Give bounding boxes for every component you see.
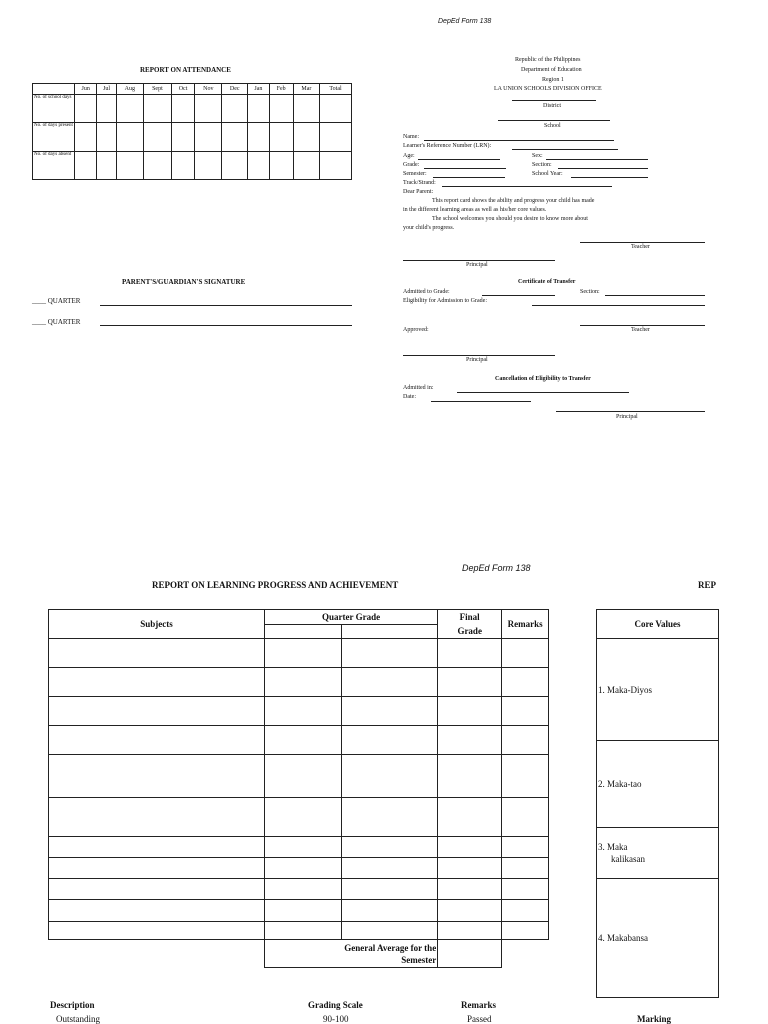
- region-text: Region 1: [542, 77, 564, 83]
- quarter-label: ____ QUARTER: [32, 318, 81, 326]
- grade-cell[interactable]: [342, 900, 438, 922]
- cancellation-principal-line[interactable]: [556, 411, 705, 412]
- core-value-label: kalikasan: [611, 854, 645, 864]
- subject-cell[interactable]: [49, 900, 265, 922]
- teacher-sign-line[interactable]: [580, 242, 705, 243]
- attendance-cell[interactable]: [75, 95, 97, 123]
- final-grade-cell[interactable]: [438, 879, 502, 900]
- rep-title: REP: [698, 580, 716, 590]
- core-value-cell: [597, 828, 719, 879]
- grade-cell[interactable]: [342, 668, 438, 697]
- form-title-top: DepEd Form 138: [438, 18, 492, 25]
- school-line[interactable]: [498, 120, 610, 121]
- final-grade-label-1: Final: [459, 612, 480, 622]
- school-year-line[interactable]: [571, 177, 648, 178]
- attendance-cell[interactable]: [320, 152, 352, 180]
- attendance-table: [32, 83, 352, 180]
- attendance-cell[interactable]: [143, 152, 171, 180]
- grade-cell[interactable]: [265, 837, 342, 858]
- cancellation-principal-label: Principal: [616, 414, 638, 420]
- final-grade-cell[interactable]: [438, 798, 502, 837]
- attendance-cell[interactable]: [171, 152, 194, 180]
- grade-cell[interactable]: [265, 922, 342, 940]
- admitted-line[interactable]: [482, 295, 555, 296]
- attendance-cell[interactable]: [320, 123, 352, 152]
- grade-cell[interactable]: [342, 879, 438, 900]
- attendance-cell[interactable]: [269, 95, 293, 123]
- final-grade-cell[interactable]: [438, 755, 502, 798]
- remarks-cell[interactable]: [502, 837, 549, 858]
- principal-label: Principal: [466, 262, 488, 268]
- grade-cell[interactable]: [265, 879, 342, 900]
- remarks-cell[interactable]: [502, 798, 549, 837]
- month-header: Jul: [97, 84, 116, 95]
- legend-description: Outstanding: [56, 1014, 100, 1024]
- attendance-cell[interactable]: [171, 95, 194, 123]
- final-grade-cell[interactable]: [438, 900, 502, 922]
- track-line[interactable]: [442, 186, 612, 187]
- track-label: Track/Strand:: [403, 180, 436, 186]
- core-values-table: [596, 609, 719, 998]
- section-line[interactable]: [558, 168, 648, 169]
- attendance-cell[interactable]: [222, 152, 248, 180]
- cancellation-title: Cancellation of Eligibility to Transfer: [495, 376, 591, 382]
- month-header: Dec: [222, 84, 248, 95]
- attendance-cell[interactable]: [269, 123, 293, 152]
- month-header: Oct: [171, 84, 194, 95]
- attendance-cell[interactable]: [75, 152, 97, 180]
- remarks-cell[interactable]: [502, 639, 549, 668]
- grade-cell[interactable]: [265, 798, 342, 837]
- core-value-label: 1. Maka-Diyos: [598, 684, 652, 695]
- grade-cell[interactable]: [265, 726, 342, 755]
- attendance-cell[interactable]: [293, 123, 319, 152]
- subject-cell[interactable]: [49, 639, 265, 668]
- core-value-cell: [597, 741, 719, 828]
- legend-description-header: Description: [50, 1000, 95, 1010]
- general-average-line-1: General Average for the: [344, 942, 437, 953]
- month-header: Sept: [143, 84, 171, 95]
- grade-cell[interactable]: [342, 755, 438, 798]
- grade-cell[interactable]: [342, 639, 438, 668]
- attendance-title: REPORT ON ATTENDANCE: [140, 66, 231, 74]
- remarks-header: Remarks: [502, 610, 549, 639]
- remarks-cell[interactable]: [502, 900, 549, 922]
- dear-parent: Dear Parent:: [403, 189, 434, 195]
- signature-line[interactable]: [100, 305, 352, 306]
- attendance-cell[interactable]: [116, 152, 143, 180]
- teacher-label: Teacher: [631, 244, 650, 250]
- month-header: Mar: [293, 84, 319, 95]
- subject-cell[interactable]: [49, 879, 265, 900]
- grade-cell[interactable]: [265, 900, 342, 922]
- quarter-label: ____ QUARTER: [32, 297, 81, 305]
- admitted-in-label: Admitted in:: [403, 385, 434, 391]
- eligibility-label: Eligibility for Admission to Grade:: [403, 298, 487, 304]
- final-grade-cell[interactable]: [438, 697, 502, 726]
- attendance-cell[interactable]: [75, 123, 97, 152]
- attendance-cell[interactable]: [248, 95, 270, 123]
- republic-text: Republic of the Philippines: [515, 57, 581, 63]
- final-grade-header: [438, 610, 502, 639]
- month-header: Total: [320, 84, 352, 95]
- grade-cell[interactable]: [342, 726, 438, 755]
- core-value-label: 2. Maka-tao: [598, 779, 642, 789]
- district-line[interactable]: [512, 100, 596, 101]
- remarks-cell[interactable]: [502, 858, 549, 879]
- attendance-cell[interactable]: [195, 152, 222, 180]
- subject-cell[interactable]: [49, 798, 265, 837]
- attendance-row-label: No. of days absent: [33, 152, 75, 180]
- remarks-cell[interactable]: [502, 879, 549, 900]
- core-values-header: Core Values: [597, 610, 719, 639]
- remarks-cell[interactable]: [502, 755, 549, 798]
- attendance-cell[interactable]: [143, 95, 171, 123]
- final-grade-cell[interactable]: [438, 922, 502, 940]
- remarks-cell[interactable]: [502, 726, 549, 755]
- subject-cell[interactable]: [49, 755, 265, 798]
- core-value-label: 4. Makabansa: [598, 933, 648, 943]
- attendance-cell[interactable]: [97, 123, 116, 152]
- semester-line[interactable]: [433, 177, 505, 178]
- spacer-cell: [502, 940, 549, 968]
- sex-line[interactable]: [546, 159, 648, 160]
- attendance-cell[interactable]: [116, 95, 143, 123]
- eligibility-line[interactable]: [532, 305, 705, 306]
- message-line: your child's progress.: [403, 225, 455, 231]
- month-header: Jun: [75, 84, 97, 95]
- message-line: The school welcomes you should you desire to know more about: [432, 216, 588, 222]
- final-grade-cell[interactable]: [438, 858, 502, 879]
- subject-cell[interactable]: [49, 858, 265, 879]
- final-grade-cell[interactable]: [438, 668, 502, 697]
- division-text: LA UNION SCHOOLS DIVISION OFFICE: [494, 86, 602, 92]
- final-grade-cell[interactable]: [438, 837, 502, 858]
- subjects-header: Subjects: [49, 610, 265, 639]
- admitted-label: Admitted to Grade:: [403, 289, 450, 295]
- attendance-row-label: No. of school days: [33, 95, 75, 123]
- month-header: Feb: [269, 84, 293, 95]
- attendance-cell[interactable]: [116, 123, 143, 152]
- legend-remarks: Passed: [467, 1014, 492, 1024]
- quarter-grade-header: Quarter Grade: [265, 610, 438, 625]
- transfer-teacher-line[interactable]: [580, 325, 705, 326]
- admitted-in-line[interactable]: [457, 392, 629, 393]
- core-value-cell: [597, 879, 719, 998]
- attendance-cell[interactable]: [195, 123, 222, 152]
- name-label: Name:: [403, 134, 419, 140]
- grade-cell[interactable]: [265, 697, 342, 726]
- legend-scale-header: Grading Scale: [308, 1000, 363, 1010]
- spacer-cell: [49, 940, 265, 968]
- signature-title: PARENT'S/GUARDIAN'S SIGNATURE: [122, 278, 246, 286]
- school-label: School: [544, 123, 561, 129]
- general-average-cell[interactable]: [438, 940, 502, 968]
- name-line[interactable]: [424, 140, 614, 141]
- grade-cell[interactable]: [265, 858, 342, 879]
- transfer-section-label: Section:: [580, 289, 600, 295]
- grade-cell[interactable]: [265, 668, 342, 697]
- final-grade-label-2: Grade: [457, 626, 482, 636]
- legend-scale: 90-100: [323, 1014, 349, 1024]
- final-grade-cell[interactable]: [438, 726, 502, 755]
- message-line: in the different learning areas as well as his/her core values.: [403, 207, 547, 213]
- month-header: Aug: [116, 84, 143, 95]
- grade-cell[interactable]: [342, 922, 438, 940]
- remarks-cell[interactable]: [502, 668, 549, 697]
- attendance-cell[interactable]: [222, 95, 248, 123]
- grade-cell[interactable]: [342, 837, 438, 858]
- attendance-cell[interactable]: [143, 123, 171, 152]
- subject-cell[interactable]: [49, 837, 265, 858]
- date-label: Date:: [403, 394, 416, 400]
- marking-header: Marking: [637, 1014, 672, 1024]
- general-average-line-2: Semester: [401, 954, 437, 965]
- subject-cell[interactable]: [49, 668, 265, 697]
- attendance-cell[interactable]: [293, 152, 319, 180]
- attendance-cell[interactable]: [293, 95, 319, 123]
- attendance-cell[interactable]: [222, 123, 248, 152]
- attendance-cell[interactable]: [248, 123, 270, 152]
- attendance-corner: [33, 84, 75, 95]
- subject-cell[interactable]: [49, 726, 265, 755]
- attendance-cell[interactable]: [248, 152, 270, 180]
- quarter-2-header: [342, 624, 438, 639]
- lrn-line[interactable]: [512, 149, 618, 150]
- principal-sign-line[interactable]: [403, 260, 555, 261]
- grade-label: Grade:: [403, 162, 420, 168]
- grade-cell[interactable]: [342, 798, 438, 837]
- final-grade-cell[interactable]: [438, 639, 502, 668]
- attendance-cell[interactable]: [97, 152, 116, 180]
- grade-cell[interactable]: [342, 697, 438, 726]
- legend-remarks-header: Remarks: [461, 1000, 496, 1010]
- signature-line[interactable]: [100, 325, 352, 326]
- attendance-cell[interactable]: [97, 95, 116, 123]
- grade-cell[interactable]: [265, 639, 342, 668]
- attendance-cell[interactable]: [320, 95, 352, 123]
- section-label: Section:: [532, 162, 552, 168]
- learning-table: [48, 609, 549, 968]
- form-title-bottom: DepEd Form 138: [462, 563, 531, 573]
- transfer-principal-line[interactable]: [403, 355, 555, 356]
- transfer-principal-label: Principal: [466, 357, 488, 363]
- remarks-cell[interactable]: [502, 697, 549, 726]
- subject-cell[interactable]: [49, 922, 265, 940]
- month-header: Nov: [195, 84, 222, 95]
- general-average-label: [265, 940, 438, 968]
- subject-cell[interactable]: [49, 697, 265, 726]
- core-value-label: 3. Maka: [598, 842, 628, 852]
- school-year-label: School Year:: [532, 171, 563, 177]
- grade-cell[interactable]: [265, 755, 342, 798]
- message-line: This report card shows the ability and progress your child has made: [432, 198, 595, 204]
- lrn-label: Learner's Reference Number (LRN):: [403, 143, 492, 149]
- age-line[interactable]: [418, 159, 500, 160]
- core-value-cell: [597, 639, 719, 741]
- attendance-row-label: No. of days present: [33, 123, 75, 152]
- month-header: Jan: [248, 84, 270, 95]
- district-label: District: [543, 103, 561, 109]
- attendance-cell[interactable]: [171, 123, 194, 152]
- transfer-title: Certificate of Transfer: [518, 279, 576, 285]
- approved-label: Approved:: [403, 327, 429, 333]
- dept-text: Department of Education: [521, 67, 582, 73]
- sex-label: Sex:: [532, 153, 543, 159]
- age-label: Age:: [403, 153, 415, 159]
- attendance-cell[interactable]: [269, 152, 293, 180]
- quarter-1-header: [265, 624, 342, 639]
- grade-cell[interactable]: [342, 858, 438, 879]
- transfer-section-line[interactable]: [605, 295, 705, 296]
- attendance-cell[interactable]: [195, 95, 222, 123]
- grade-line[interactable]: [424, 168, 506, 169]
- date-line[interactable]: [431, 401, 531, 402]
- remarks-cell[interactable]: [502, 922, 549, 940]
- semester-label: Semester:: [403, 171, 427, 177]
- transfer-teacher-label: Teacher: [631, 327, 650, 333]
- learning-title: REPORT ON LEARNING PROGRESS AND ACHIEVEMENT: [152, 580, 399, 590]
